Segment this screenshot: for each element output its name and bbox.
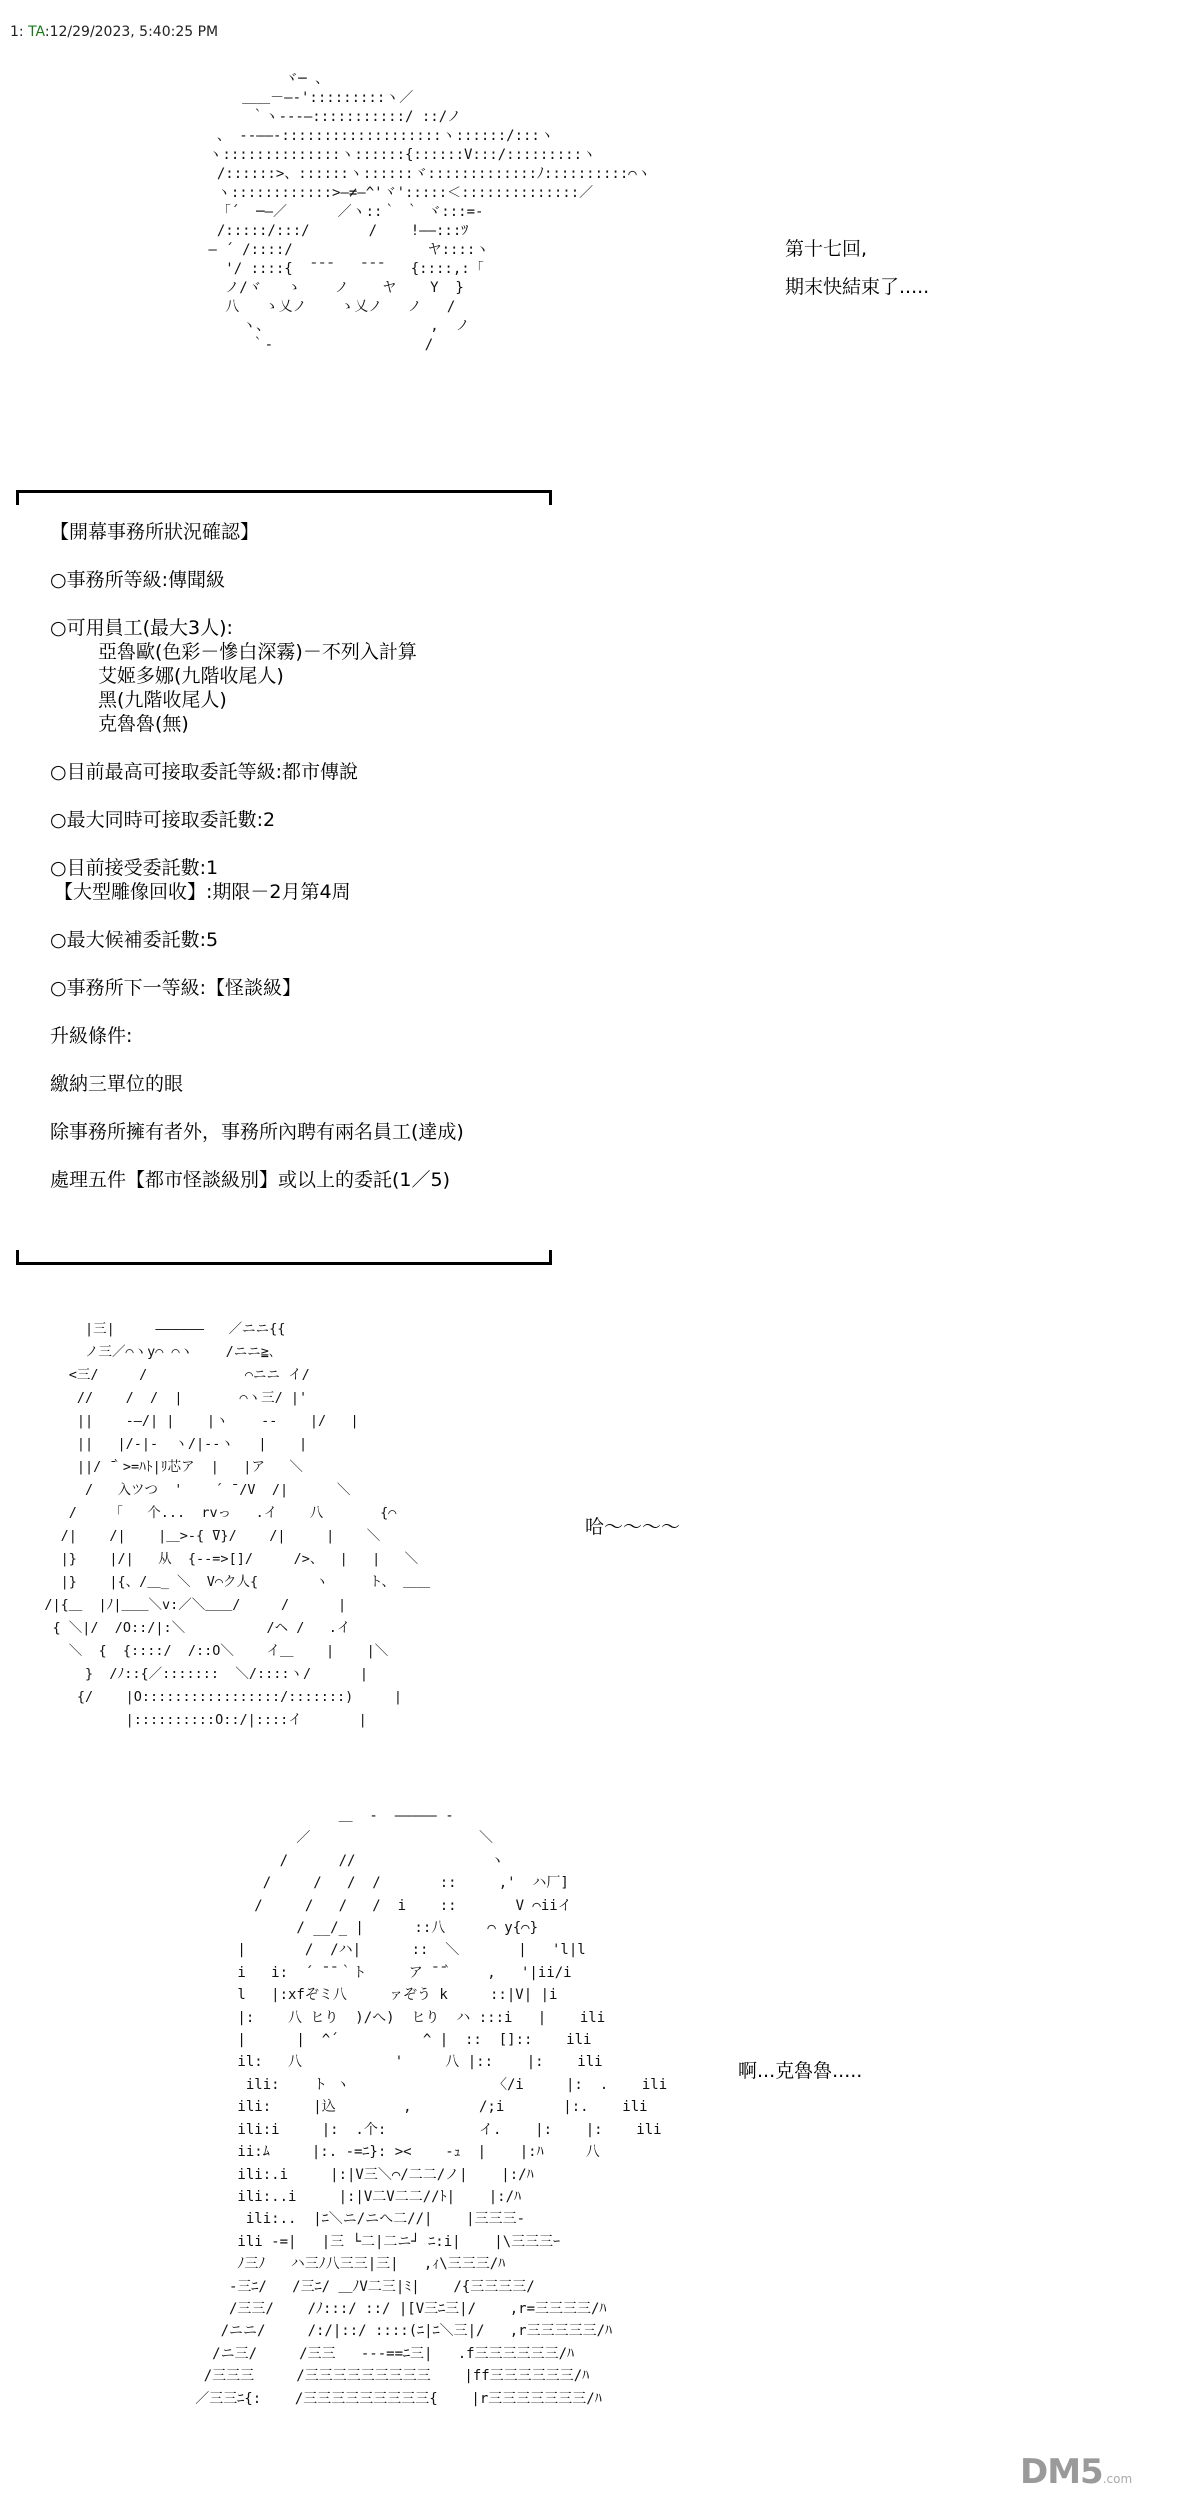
ta-marker: TA: [28, 24, 45, 40]
staff-item: 艾姬多娜(九階收尾人): [98, 665, 284, 687]
post-header: [10, 24, 218, 40]
dialogue-line-1: 哈～～～～: [585, 1516, 681, 1538]
staff-item: 克魯魯(無): [98, 713, 189, 735]
staff-item: 黑(九階收尾人): [98, 689, 227, 711]
site-watermark-logo: [1020, 2452, 1190, 2496]
ascii-figure-1: ヾ─ 、 ＿＿－―‐':::::::::ヽ／ ｀ヽ--‐―:::::::::::/ ::/ノ 、 ‐-――-:::::::::::::::::::ヽ::::::/:::ヽ ヽ::::::::::::::ヽ::::::{::::::V:::/:::::::::ヽ /::::::>、::::::ヽ::::::ヾ:::::::::::::ﾉ::::::::::⌒ヽ ヽ::::::::::::>―≠―^'ヾ':::::＜::::::::::::::／ 「´ ─―／ ／ヽ::｀ ｀ ヾ:::=- /:::::/:::/ / !――:::ﾂ ― ´ /::::/ ヤ::::ヽ '/ ::::{ ̄ ̄ ̄ ̄ ̄ ̄ {::::,:「 ノ/ヾ ゝ ノ ヤ Y } 八 ゝ乂ノ ゝ乂ノ ノ / ヽ、 , ノ ｀- /: [208, 71, 651, 353]
ascii-figure-2: |三| ―――――― ／ニニ{{ ノ三／⌒ヽy⌒ ⌒ヽ /ニニ≧､ <三/ / ⌒ニニ イ/ // / / | ⌒ヽ三/ |' || -―/| | |ヽ -- |/ | || |/-|- ヽ/|--ヽ | | ||/ ̄｀>=ﾊﾄ|ﾘ芯ア | |ア ＼ / 入ツつ ' ´ ̄ /V /| ＼ / 「 个... rvっ .イ 八 {⌒ /| /| |＿>-{ ̄V}/ /| | ＼ |} |/| 从 {--=>[]/ />、 | | ＼ |} |{、/＿_ ＼ V⌒ク人{ ヽ ト、 ＿＿ /|{＿ |ﾉ|＿＿＼v:／＼＿＿/ / | { ＼|/ /O::/|:＼ /ヘ / .イ ＼ { {::::/ /::O＼ イ＿ | |＼ } /ﾉ::{／::::::: ＼/::::ヽ/ | {/ |O:::::::::::::::::/:::::::) | |::::::::::O::/|::::イ |: [44, 1321, 431, 1728]
status-panel: [50, 520, 570, 1192]
max-concurrent: ○最大同時可接取委託數:2: [50, 809, 276, 831]
upgrade-title: 升級條件:: [50, 1025, 133, 1047]
narration: [785, 230, 929, 306]
watermark-text: DM5: [1020, 2452, 1103, 2492]
current-jobs: ○目前接受委託數:1: [50, 857, 219, 879]
status-box-bottom-bracket: [16, 1250, 552, 1265]
staff-header: ○可用員工(最大3人):: [50, 617, 233, 639]
upgrade-condition: 處理五件【都市怪談級別】或以上的委託(1／5): [50, 1169, 451, 1191]
post-number: 1:: [10, 24, 29, 40]
status-box-top-bracket: [16, 490, 552, 505]
narration-line-2: 期末快結束了.....: [785, 276, 930, 298]
upgrade-condition: 除事務所擁有者外，事務所內聘有兩名員工(達成): [50, 1121, 464, 1143]
office-rank: ○事務所等級:傳聞級: [50, 569, 225, 591]
dialogue-line-2: 啊...克魯魯.....: [738, 2060, 863, 2082]
next-rank: ○事務所下一等級:【怪談級】: [50, 977, 301, 999]
staff-item: 亞魯歐(色彩－慘白深霧)－不列入計算: [98, 641, 417, 663]
post-timestamp: :12/29/2023, 5:40:25 PM: [44, 24, 219, 40]
max-candidates: ○最大候補委託數:5: [50, 929, 219, 951]
ascii-figure-3: ＿ ‐ ――――― ‐ ／ ＼ / // ヽ / / / / :: ,' ハ厂] / / / / i :: V ⌒iiイ / __/_ | ::八 ⌒ y{⌒} | / /ハ| :: ＼ | 'l|l i i: ´ ̄ ̄ ｀ト ア ̄ ̄｀ , '|ii/i l |:xfぞミ八 ァぞう k ::|V| |i |: 八 ヒり )/へ) ヒり ハ :::i | ili | | ^´ ^ | :: []:: ili il: 八 ' 八 |:: |: ili ili: ト ヽ 〈/i |: . ili ili: |込 , /;i |:. ili ili:i |: .个: イ. |: |: ili ii:ﾑ |:. -=ﾆ}: >< -ｭ | |:ﾊ 八 ili:.i |:|V三＼⌒/二二/ノ| |:/ﾊ ili:..i |:|V二V二二//ﾄ| |:/ﾊ ili:.. |ﾆ＼ニ/ニへ二//| |三三三- ili -=| |三 └二|二ニ┘ ﾆ:i| |\三三三ｰ ﾉ三ﾉ ハ三ﾉ八三三|三| ,ｨ\三三三/ﾊ -三ﾆ/ /三ﾆ/ ＿ﾉV二三|ﾐ| /{三三三三/ /三三/ /ﾉ:::/ ::/ |[V三ﾆ三|/ ,r=三三三三/ﾊ /ニニ/ /:/|::/ ::::(ﾆ|ﾆ＼三|/ ,r三三三三三/ﾊ /ニ三/ /三三 ---==ﾆ三| .f三三三三三三/ﾊ /三三三 /三三三三三三三三三 |ff三三三三三三/ﾊ ／三三ﾆ{: /三三三三三三三三三{ |r三三三三三三三/ﾊ: [195, 1808, 668, 2407]
status-title: 【開幕事務所狀況確認】: [50, 521, 260, 543]
watermark-sub: .com: [1102, 2472, 1133, 2486]
max-level: ○目前最高可接取委託等級:都市傳說: [50, 761, 358, 783]
narration-line-1: 第十七回,: [785, 238, 868, 260]
current-job-item: 【大型雕像回收】:期限－2月第4周: [54, 881, 351, 903]
upgrade-condition: 繳納三單位的眼: [50, 1073, 184, 1095]
